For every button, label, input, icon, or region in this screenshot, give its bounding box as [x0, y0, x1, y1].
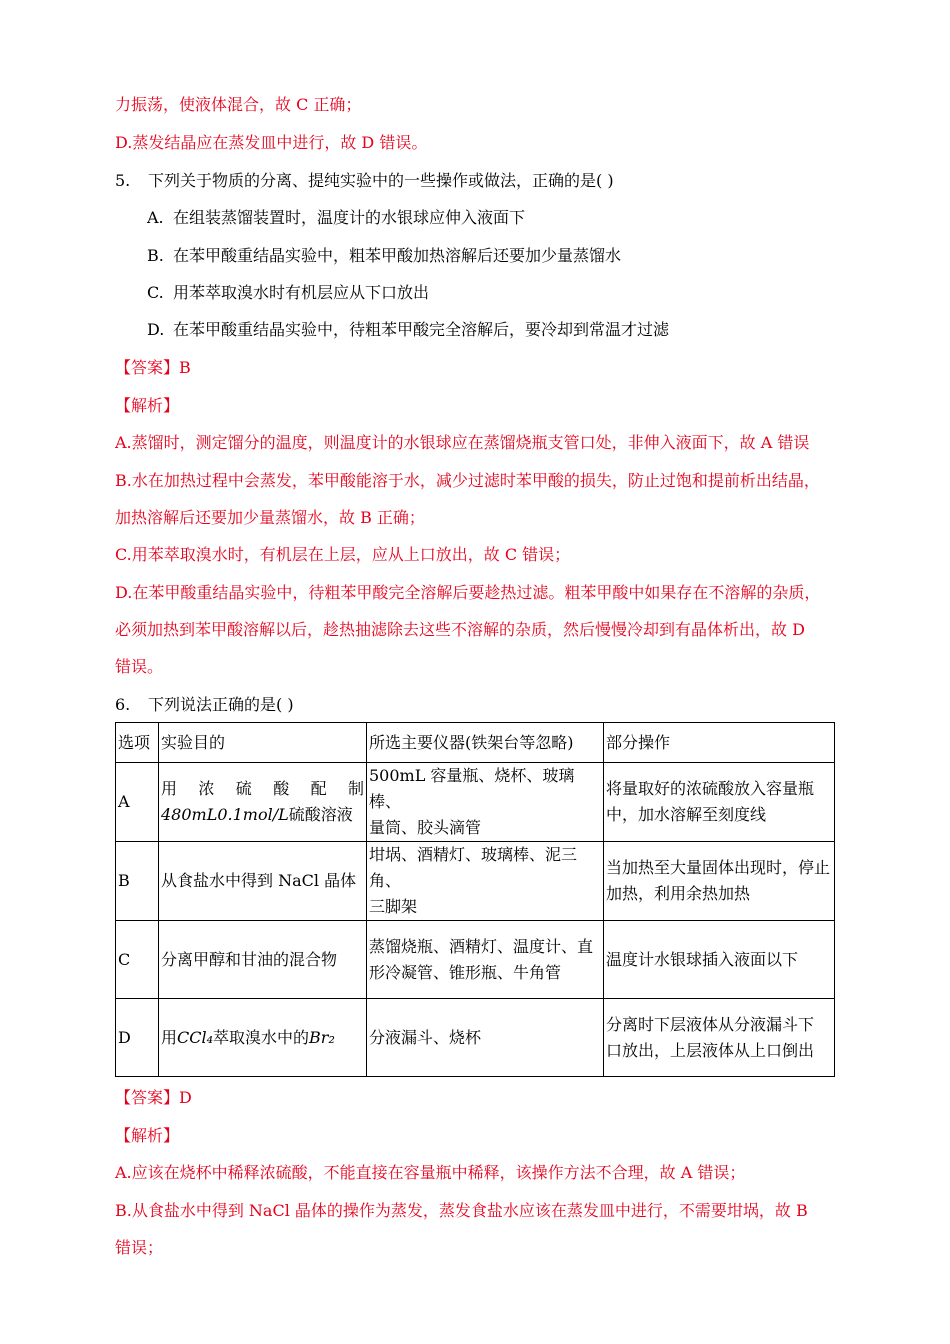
option-letter: A.	[147, 208, 164, 227]
analysis-line: D.蒸发结晶应在蒸发皿中进行，故 D 错误。	[115, 133, 428, 152]
purpose-text: 萃取溴水中的	[213, 1027, 310, 1047]
purpose-cell	[159, 999, 367, 1077]
analysis-line: A.蒸馏时，测定馏分的温度，则温度计的水银球应在蒸馏烧瓶支管口处，非伸入液面下，故 A 错误	[115, 433, 810, 452]
table-row	[116, 999, 835, 1077]
analysis-line: B.水在加热过程中会蒸发，苯甲酸能溶于水，减少过滤时苯甲酸的损失，防止过饱和提前析出结晶，	[115, 471, 820, 490]
option-text: 在苯甲酸重结晶实验中，粗苯甲酸加热溶解后还要加少量蒸馏水	[173, 246, 622, 265]
instrument-cell: 分液漏斗、烧杯	[367, 999, 604, 1077]
instrument-line: 蒸馏烧瓶、酒精灯、温度计、直	[369, 936, 594, 956]
operation-cell	[604, 999, 835, 1077]
table-row	[116, 763, 835, 842]
purpose-text	[161, 805, 353, 824]
option-cell: C	[116, 921, 159, 999]
operation-line: 口放出，上层液体从上口倒出	[606, 1040, 815, 1060]
instrument-line: 坩埚、酒精灯、玻璃棒、泥三角、	[369, 845, 578, 890]
analysis-label: 【解析】	[115, 1126, 180, 1145]
operation-line: 分离时下层液体从分液漏斗下	[606, 1014, 815, 1034]
instrument-line: 500mL 容量瓶、烧杯、玻璃棒、	[369, 766, 575, 811]
option-cell: D	[116, 999, 159, 1077]
operation-cell	[604, 842, 835, 921]
instrument-line: 量筒、胶头滴管	[369, 818, 482, 837]
instrument-cell	[367, 842, 604, 921]
option-b	[147, 244, 621, 268]
option-letter: C.	[147, 283, 164, 302]
table-header-row	[116, 723, 835, 763]
table-header-cell: 部分操作	[604, 723, 835, 763]
operation-cell	[604, 763, 835, 842]
analysis-line: B.从食盐水中得到 NaCl 晶体的操作为蒸发，蒸发食盐水应该在蒸发皿中进行，不需要坩埚，故 B	[115, 1201, 808, 1220]
instrument-cell	[367, 763, 604, 842]
operation-line: 加热，利用余热加热	[606, 884, 751, 903]
purpose-cell: 从食盐水中得到 NaCl 晶体	[159, 842, 367, 921]
operation-line: 将量取好的浓硫酸放入容量瓶	[606, 779, 815, 798]
table-header-cell: 所选主要仪器(铁架台等忽略)	[367, 723, 604, 763]
option-cell: A	[116, 763, 159, 842]
analysis-line: 错误。	[115, 657, 164, 676]
question-6-stem	[115, 693, 294, 717]
instrument-line: 形冷凝管、锥形瓶、牛角管	[369, 962, 562, 982]
analysis-line: A.应该在烧杯中稀释浓硫酸，不能直接在容量瓶中稀释，该操作方法不合理，故 A 错误；	[115, 1163, 746, 1182]
table-row	[116, 921, 835, 999]
analysis-label: 【解析】	[115, 396, 180, 415]
purpose-text: 用 浓 硫 酸 配 制	[161, 779, 364, 798]
option-letter: D.	[147, 320, 165, 339]
purpose-text: 用	[161, 1027, 178, 1047]
table-header-cell: 选项	[116, 723, 159, 763]
question-text: 下列关于物质的分离、提纯实验中的一些操作或做法，正确的是( )	[148, 171, 614, 190]
question-text: 下列说法正确的是( )	[148, 695, 294, 714]
option-a	[147, 206, 525, 230]
purpose-text: 硫酸溶液	[288, 805, 353, 824]
formula: 480mL0.1mol/L	[161, 805, 289, 824]
analysis-line: D.在苯甲酸重结晶实验中，待粗苯甲酸完全溶解后要趁热过滤。粗苯甲酸中如果存在不溶解的杂质，	[115, 583, 821, 602]
option-text: 在苯甲酸重结晶实验中，待粗苯甲酸完全溶解后，要冷却到常温才过滤	[173, 320, 670, 339]
operation-line: 当加热至大量固体出现时，停止	[606, 858, 831, 877]
option-cell: B	[116, 842, 159, 921]
instrument-cell	[367, 921, 604, 999]
table-header-cell: 实验目的	[159, 723, 367, 763]
operation-cell: 温度计水银球插入液面以下	[604, 921, 835, 999]
instrument-line: 三脚架	[369, 897, 418, 916]
question-5-stem	[115, 169, 614, 193]
purpose-cell	[159, 763, 367, 842]
operation-line: 中，加水溶解至刻度线	[606, 805, 767, 824]
analysis-line: 必须加热到苯甲酸溶解以后，趁热抽滤除去这些不溶解的杂质，然后慢慢冷却到有晶体析出，故 D	[115, 620, 805, 639]
option-c	[147, 281, 429, 305]
formula: Br₂	[309, 1027, 335, 1047]
analysis-line: 力振荡，使液体混合，故 C 正确；	[115, 95, 362, 114]
analysis-line: C.用苯萃取溴水时，有机层在上层，应从上口放出，故 C 错误；	[115, 545, 571, 564]
experiment-table	[115, 722, 835, 1077]
option-letter: B.	[147, 246, 164, 265]
question-number: 6.	[115, 695, 131, 714]
option-text: 用苯萃取溴水时有机层应从下口放出	[173, 283, 430, 302]
table-row	[116, 842, 835, 921]
answer-label: 【答案】B	[115, 358, 191, 377]
analysis-line: 加热溶解后还要加少量蒸馏水，故 B 正确；	[115, 508, 425, 527]
analysis-line: 错误；	[115, 1238, 164, 1257]
answer-label: 【答案】D	[115, 1088, 192, 1107]
question-number: 5.	[115, 171, 131, 190]
option-d	[147, 318, 669, 342]
option-text: 在组装蒸馏装置时，温度计的水银球应伸入液面下	[173, 208, 526, 227]
purpose-cell: 分离甲醇和甘油的混合物	[159, 921, 367, 999]
formula: CCl₄	[177, 1027, 214, 1047]
